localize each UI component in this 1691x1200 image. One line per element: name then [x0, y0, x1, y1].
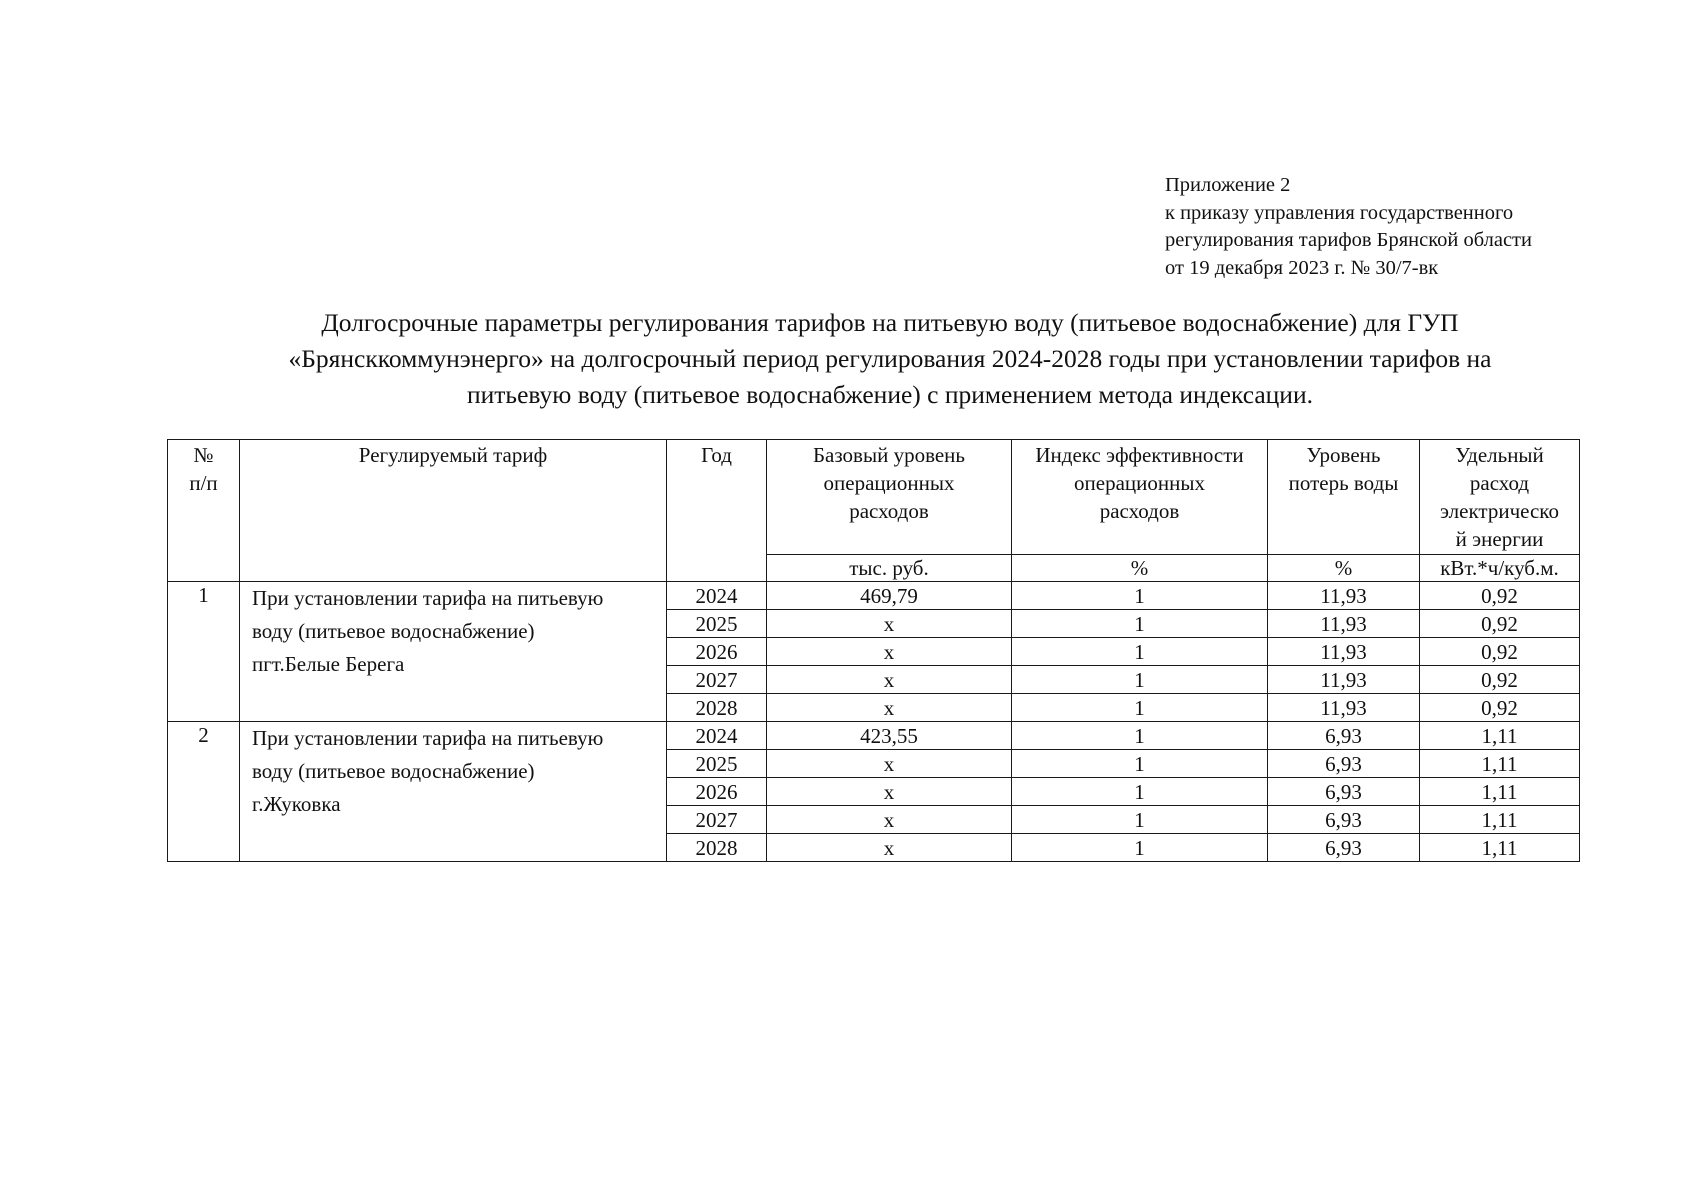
header-text: Удельный: [1455, 443, 1544, 467]
cell-year: 2024: [667, 582, 767, 610]
cell-year: 2026: [667, 778, 767, 806]
appendix-line: Приложение 2: [1165, 174, 1291, 196]
header-efficiency-index: [1012, 440, 1268, 555]
header-text: расход: [1469, 471, 1530, 495]
header-tariff: [240, 440, 667, 582]
cell-efficiency-index: 1: [1012, 638, 1268, 666]
cell-year: 2025: [667, 610, 767, 638]
cell-water-loss: 6,93: [1268, 750, 1420, 778]
cell-year: 2025: [667, 750, 767, 778]
header-text: расходов: [1099, 499, 1180, 523]
cell-energy-consumption: 1,11: [1420, 722, 1580, 750]
cell-base-opex: x: [767, 778, 1012, 806]
cell-efficiency-index: 1: [1012, 750, 1268, 778]
cell-energy-consumption: 1,11: [1420, 806, 1580, 834]
cell-base-opex: x: [767, 806, 1012, 834]
unit-base-opex: тыс. руб.: [767, 554, 1012, 581]
unit-water-loss: %: [1268, 554, 1420, 581]
cell-energy-consumption: 0,92: [1420, 582, 1580, 610]
header-text: Индекс эффективности: [1035, 443, 1244, 467]
cell-efficiency-index: 1: [1012, 778, 1268, 806]
tariff-line: воду (питьевое водоснабжение): [252, 759, 535, 783]
cell-base-opex: x: [767, 610, 1012, 638]
header-year: [667, 440, 767, 582]
header-num: [168, 440, 240, 582]
cell-base-opex: x: [767, 750, 1012, 778]
table-row: [168, 722, 1580, 750]
cell-year: 2028: [667, 694, 767, 722]
cell-water-loss: 11,93: [1268, 666, 1420, 694]
header-text: потерь воды: [1288, 471, 1399, 495]
header-text: й энергии: [1455, 527, 1544, 551]
cell-water-loss: 6,93: [1268, 834, 1420, 862]
header-text: Год: [701, 443, 732, 467]
cell-efficiency-index: 1: [1012, 694, 1268, 722]
row-tariff-name: [240, 722, 667, 862]
cell-water-loss: 6,93: [1268, 806, 1420, 834]
tariff-line: г.Жуковка: [252, 792, 341, 816]
cell-water-loss: 6,93: [1268, 722, 1420, 750]
cell-base-opex: x: [767, 694, 1012, 722]
header-text: №: [193, 443, 214, 467]
appendix-line: к приказу управления государственного: [1165, 201, 1514, 224]
unit-efficiency-index: %: [1012, 554, 1268, 581]
cell-energy-consumption: 0,92: [1420, 638, 1580, 666]
appendix-line: от 19 декабря 2023 г. № 30/7-вк: [1165, 256, 1439, 279]
cell-water-loss: 11,93: [1268, 638, 1420, 666]
tariff-line: При установлении тарифа на питьевую: [252, 586, 604, 610]
cell-energy-consumption: 1,11: [1420, 778, 1580, 806]
header-base-opex: [767, 440, 1012, 555]
header-water-loss: [1268, 440, 1420, 555]
cell-base-opex: x: [767, 638, 1012, 666]
cell-water-loss: 6,93: [1268, 778, 1420, 806]
cell-base-opex: x: [767, 666, 1012, 694]
header-text: Регулируемый тариф: [358, 443, 548, 467]
cell-year: 2026: [667, 638, 767, 666]
cell-energy-consumption: 0,92: [1420, 666, 1580, 694]
cell-efficiency-index: 1: [1012, 834, 1268, 862]
tariff-parameters-table: [167, 439, 1580, 862]
title-line: Долгосрочные параметры регулирования тарифов на питьевую воду (питьевое водоснабжение) для ГУП: [321, 308, 1459, 337]
cell-year: 2027: [667, 806, 767, 834]
cell-base-opex: x: [767, 834, 1012, 862]
cell-base-opex: 423,55: [767, 722, 1012, 750]
cell-base-opex: 469,79: [767, 582, 1012, 610]
cell-energy-consumption: 0,92: [1420, 610, 1580, 638]
cell-energy-consumption: 1,11: [1420, 750, 1580, 778]
cell-efficiency-index: 1: [1012, 666, 1268, 694]
cell-efficiency-index: 1: [1012, 806, 1268, 834]
cell-efficiency-index: 1: [1012, 722, 1268, 750]
table-row: [168, 582, 1580, 610]
header-text: электрическо: [1440, 499, 1559, 523]
header-text: операционных: [823, 471, 955, 495]
document-title: [200, 305, 1580, 413]
unit-energy-consumption: кВт.*ч/куб.м.: [1420, 554, 1580, 581]
header-text: расходов: [849, 499, 929, 523]
appendix-block: [1165, 172, 1532, 282]
row-num: 1: [168, 582, 240, 722]
tariff-line: воду (питьевое водоснабжение): [252, 619, 535, 643]
cell-water-loss: 11,93: [1268, 694, 1420, 722]
header-text: Уровень: [1306, 443, 1381, 467]
title-line: питьевую воду (питьевое водоснабжение) с применением метода индексации.: [467, 380, 1313, 409]
cell-year: 2024: [667, 722, 767, 750]
cell-efficiency-index: 1: [1012, 582, 1268, 610]
header-text: Базовый уровень: [813, 443, 965, 467]
cell-year: 2028: [667, 834, 767, 862]
row-num: 2: [168, 722, 240, 862]
header-row: [168, 440, 1580, 555]
cell-water-loss: 11,93: [1268, 582, 1420, 610]
tariff-line: пгт.Белые Берега: [252, 652, 405, 676]
title-line: «Брянсккоммунэнерго» на долгосрочный период регулирования 2024-2028 годы при установлении тарифов на: [288, 344, 1492, 373]
appendix-line: регулирования тарифов Брянской области: [1165, 229, 1532, 251]
cell-water-loss: 11,93: [1268, 610, 1420, 638]
row-tariff-name: [240, 582, 667, 722]
cell-efficiency-index: 1: [1012, 610, 1268, 638]
cell-energy-consumption: 0,92: [1420, 694, 1580, 722]
header-text: операционных: [1074, 471, 1205, 495]
tariff-line: При установлении тарифа на питьевую: [252, 726, 604, 750]
header-text: п/п: [189, 471, 218, 495]
cell-energy-consumption: 1,11: [1420, 834, 1580, 862]
cell-year: 2027: [667, 666, 767, 694]
header-energy-consumption: [1420, 440, 1580, 555]
